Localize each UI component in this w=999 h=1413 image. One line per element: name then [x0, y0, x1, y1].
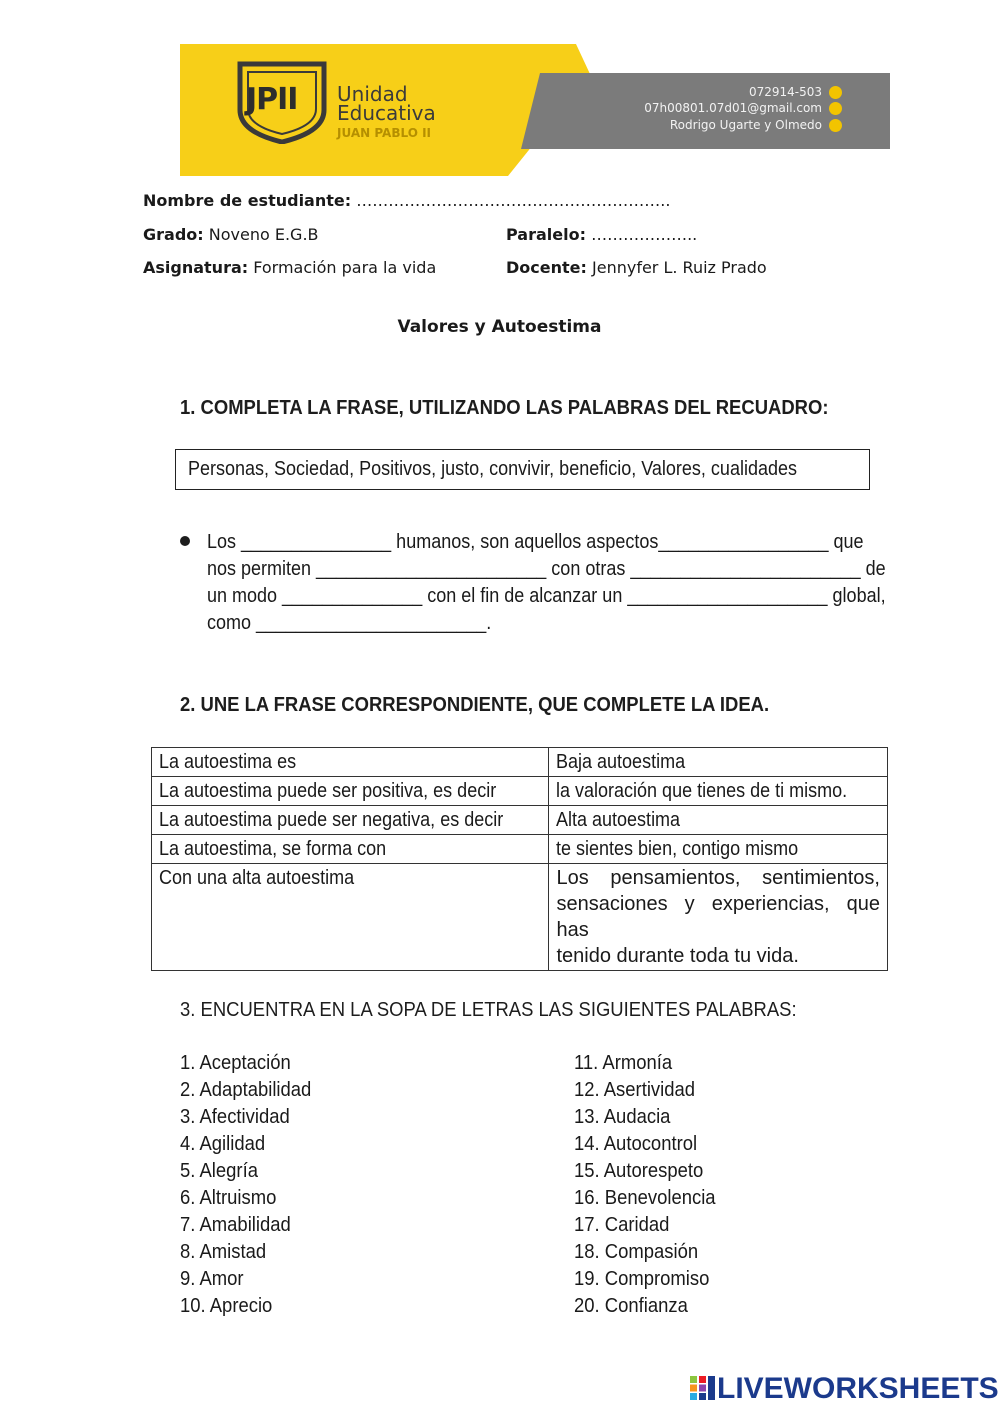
list-item: [180, 1159, 267, 1183]
list-item: [574, 1213, 680, 1237]
list-item-text: 4. Agilidad: [180, 1132, 266, 1155]
match-right-cell[interactable]: [549, 806, 888, 835]
list-item: [180, 1078, 326, 1102]
parallel-row: [506, 225, 697, 244]
match-left-cell[interactable]: [152, 835, 549, 864]
list-item-text: 3. Afectividad: [180, 1105, 290, 1128]
header-banner: [180, 44, 890, 176]
bullet-icon: [180, 536, 190, 546]
list-item: [574, 1186, 731, 1210]
match-right-cell[interactable]: [549, 748, 888, 777]
match-left-text: La autoestima puede ser positiva, es decir: [159, 780, 497, 802]
school-name-line2: Educativa: [337, 101, 436, 125]
section1-heading: 1. COMPLETA LA FRASE, UTILIZANDO LAS PALABRAS DEL RECUADRO:: [180, 396, 829, 419]
table-row: [152, 835, 888, 864]
match-left-cell[interactable]: [152, 777, 549, 806]
match-left-text: Con una alta autoestima: [159, 867, 355, 889]
match-right-text: Alta autoestima: [556, 809, 681, 831]
list-item-text: 15. Autorespeto: [574, 1159, 704, 1182]
fill-line-1-text: Los _______________ humanos, son aquellos aspectos_________________ que: [207, 531, 864, 553]
student-name-label: Nombre de estudiante:: [143, 191, 352, 210]
table-row: [152, 806, 888, 835]
match-right-text: te sientes bien, contigo mismo: [556, 838, 799, 860]
match-left-text: La autoestima, se forma con: [159, 838, 387, 860]
list-item-text: 20. Confianza: [574, 1294, 688, 1317]
list-item-text: 6. Altruismo: [180, 1186, 277, 1209]
list-item: [574, 1240, 712, 1264]
match-left-text: La autoestima es: [159, 751, 297, 773]
match-right-text: sensaciones y experiencias, que has: [556, 893, 880, 941]
fill-line-2-text: nos permiten _______________________ con otras _______________________ de: [207, 558, 886, 580]
fill-line-2[interactable]: [207, 558, 887, 581]
match-right-text: la valoración que tienes de ti mismo.: [556, 780, 848, 802]
list-item: [574, 1159, 718, 1183]
section2-heading: 2. UNE LA FRASE CORRESPONDIENTE, QUE COMPLETE LA IDEA.: [180, 693, 770, 716]
list-item-text: 13. Audacia: [574, 1105, 671, 1128]
list-item: [180, 1294, 283, 1318]
match-right-cell[interactable]: [549, 864, 888, 971]
fill-line-1[interactable]: [207, 531, 887, 554]
match-right-text: tenido durante toda tu vida.: [556, 945, 799, 967]
school-name-line1: Unidad: [337, 82, 408, 106]
match-right-cell[interactable]: [549, 835, 888, 864]
grade-row: [143, 225, 319, 244]
grade-value: Noveno E.G.B: [208, 225, 319, 244]
list-item-text: 5. Alegría: [180, 1159, 258, 1182]
teacher-label: Docente:: [506, 258, 587, 277]
subject-value: Formación para la vida: [253, 258, 437, 277]
list-item-text: 19. Compromiso: [574, 1267, 710, 1290]
list-item: [574, 1132, 711, 1156]
match-left-text: La autoestima puede ser negativa, es decir: [159, 809, 504, 831]
list-item-text: 16. Benevolencia: [574, 1186, 716, 1209]
table-row: [152, 748, 888, 777]
school-name-line3: JUAN PABLO II: [337, 126, 432, 140]
list-item: [180, 1213, 303, 1237]
matching-table: [151, 747, 888, 971]
match-left-cell[interactable]: [152, 864, 549, 971]
list-item: [180, 1240, 276, 1264]
list-item-text: 10. Aprecio: [180, 1294, 273, 1317]
fill-line-3-text: un modo ______________ con el fin de alcanzar un ____________________ global,: [207, 585, 886, 607]
email-text: 07h00801.07d01@gmail.com: [644, 101, 822, 115]
liveworksheets-brand: LIVEWORKSHEETS: [717, 1372, 999, 1405]
word-box: [175, 449, 870, 490]
list-item-text: 11. Armonía: [574, 1051, 673, 1074]
phone-text: 072914-503: [748, 85, 822, 99]
list-item-text: 14. Autocontrol: [574, 1132, 698, 1155]
list-item: [574, 1078, 708, 1102]
list-item-text: 7. Amabilidad: [180, 1213, 291, 1236]
address-text: Rodrigo Ugarte y Olmedo: [669, 118, 822, 132]
parallel-label: Paralelo:: [506, 225, 586, 244]
list-item-text: 9. Amor: [180, 1267, 244, 1290]
email-icon: [829, 102, 842, 115]
list-item-text: 8. Amistad: [180, 1240, 267, 1263]
parallel-field[interactable]: ………………..: [591, 225, 698, 244]
list-item: [574, 1294, 701, 1318]
word-box-text: Personas, Sociedad, Positivos, justo, convivir, beneficio, Valores, cualidades: [188, 458, 798, 480]
fill-line-4[interactable]: [207, 612, 887, 635]
teacher-value: Jennyfer L. Ruiz Prado: [592, 258, 767, 277]
list-item: [574, 1105, 681, 1129]
table-row: [152, 777, 888, 806]
fill-line-3[interactable]: [207, 585, 887, 608]
list-item: [180, 1051, 303, 1075]
location-icon: [829, 119, 842, 132]
subject-row: [143, 258, 436, 277]
list-item: [574, 1051, 683, 1075]
subject-label: Asignatura:: [143, 258, 249, 277]
match-right-text: Baja autoestima: [556, 751, 686, 773]
list-item: [180, 1186, 287, 1210]
match-right-cell[interactable]: [549, 777, 888, 806]
match-left-cell[interactable]: [152, 806, 549, 835]
list-item-text: 12. Asertividad: [574, 1078, 696, 1101]
match-right-text: Los pensamientos, sentimientos,: [556, 867, 880, 889]
teacher-row: [506, 258, 767, 277]
logo-mark: JPII: [246, 82, 298, 117]
list-item-text: 1. Aceptación: [180, 1051, 291, 1074]
list-item-text: 18. Compasión: [574, 1240, 699, 1263]
list-item: [180, 1105, 302, 1129]
list-item-text: 2. Adaptabilidad: [180, 1078, 312, 1101]
table-row: [152, 864, 888, 971]
section3-heading: 3. ENCUENTRA EN LA SOPA DE LETRAS LAS SIGUIENTES PALABRAS:: [180, 998, 797, 1021]
fill-line-4-text: como _______________________.: [207, 612, 492, 634]
student-name-row: [143, 191, 670, 210]
list-item: [574, 1267, 724, 1291]
page-title: Valores y Autoestima: [397, 317, 602, 337]
list-item: [180, 1267, 251, 1291]
match-left-cell[interactable]: [152, 748, 549, 777]
grade-label: Grado:: [143, 225, 204, 244]
student-name-field[interactable]: …………………………………………………..: [356, 191, 671, 210]
list-item: [180, 1132, 275, 1156]
phone-icon: [829, 86, 842, 99]
liveworksheets-logo-icon: [690, 1376, 716, 1400]
list-item-text: 17. Caridad: [574, 1213, 670, 1236]
